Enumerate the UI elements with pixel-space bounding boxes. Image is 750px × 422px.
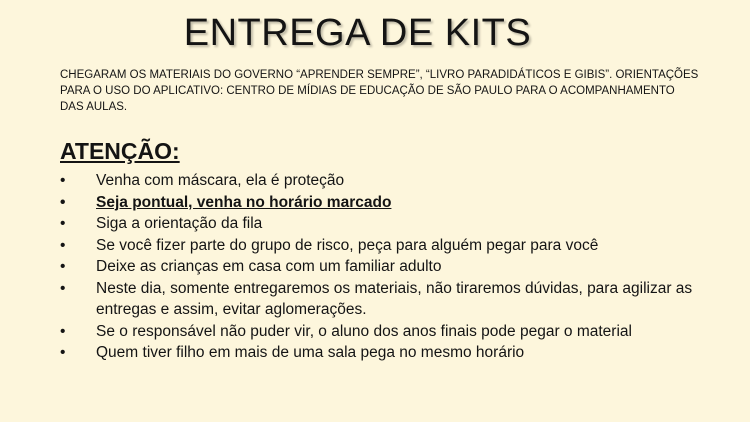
bullet-item-no-questions: • Neste dia, somente entregaremos os materiais, não tiraremos dúvidas, para agilizar as entregas e assim, evitar aglomerações. <box>60 278 700 321</box>
bullet-item-punctual: • Seja pontual, venha no horário marcado <box>60 192 700 214</box>
slide-title: ENTREGA DE KITS <box>183 12 532 54</box>
bullet-item-queue: • Siga a orientação da fila <box>60 213 700 235</box>
attention-heading: ATENÇÃO: <box>60 138 180 164</box>
bullet-item-children: • Deixe as crianças em casa com um familiar adulto <box>60 256 700 278</box>
bullet-list <box>60 170 700 364</box>
bullet-item-mask: • Venha com máscara, ela é proteção <box>60 170 700 192</box>
bullet-item-risk-group: • Se você fizer parte do grupo de risco, peça para alguém pegar para você <box>60 235 700 257</box>
bullet-item-student-pickup: • Se o responsável não puder vir, o aluno dos anos finais pode pegar o material <box>60 321 700 343</box>
intro-text: CHEGARAM OS MATERIAIS DO GOVERNO “APRENDER SEMPRE”, “LIVRO PARADIDÁTICOS E GIBIS”. ORIENTAÇÕES PARA O USO DO APLICATIVO: CENTRO DE MÍDIAS DE EDUCAÇÃO DE SÃO PAULO PARA O ACOMPANHAMENTO DAS AULAS. <box>60 69 699 113</box>
bullet-item-same-time: • Quem tiver filho em mais de uma sala pega no mesmo horário <box>60 342 700 364</box>
